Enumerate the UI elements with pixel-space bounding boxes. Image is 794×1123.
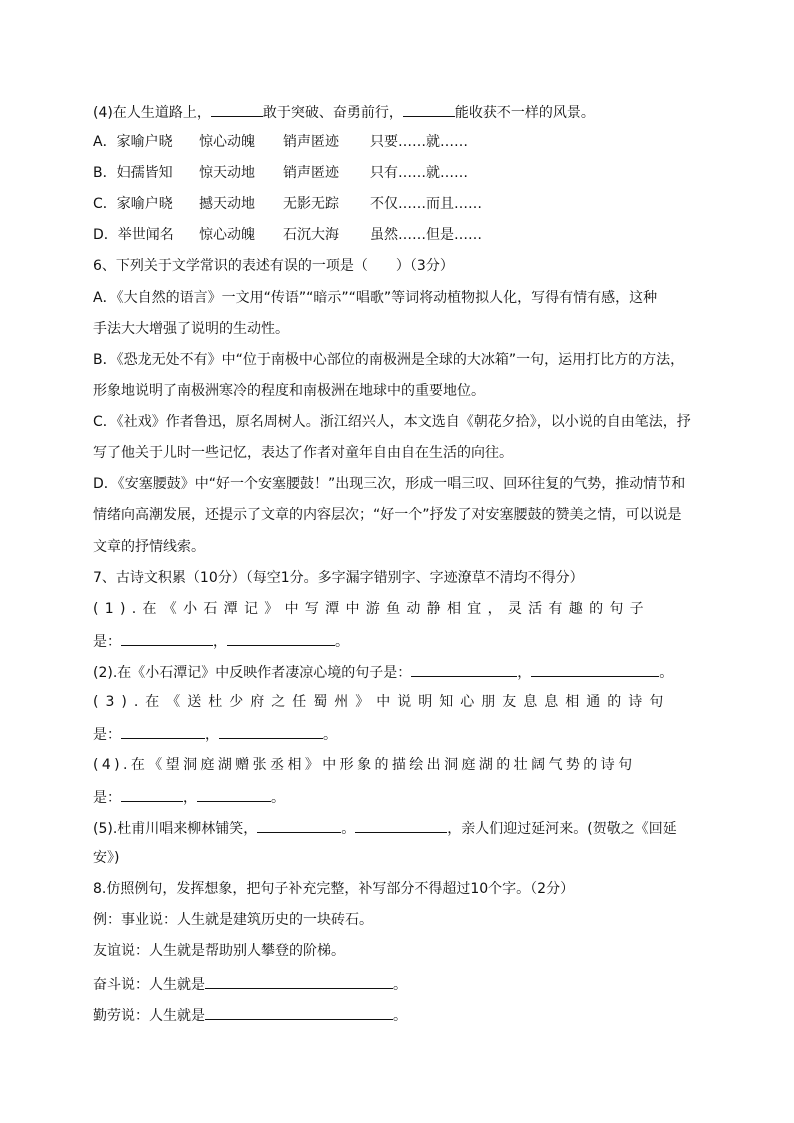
q7-item-5: (5).杜甫川唱来柳林铺笑， 。 ，亲人们迎过延河来。(贺敬之《回延 (93, 817, 677, 839)
answer-blank[interactable] (121, 630, 213, 646)
q7-item-4-answers: 是： ， 。 (93, 786, 285, 808)
q6-option-a-line2: 手法大大增强了说明的生动性。 (93, 321, 289, 337)
q8-friendship: 友谊说：人生就是帮助别人攀登的阶梯。 (93, 943, 345, 959)
q4-option-b: B．妇孺皆知 惊天动地 销声匿迹 只有……就…… (93, 165, 468, 181)
q6-stem: 6、下列关于文学常识的表述有误的一项是（ ）（3分） (93, 258, 454, 274)
q7-item-3: (3).在《送杜少府之任蜀州》中说明知心朋友息息相通的诗句 (93, 694, 671, 710)
q7-item-3-answers: 是： ， 。 (93, 723, 337, 745)
q7-item-1-answers: 是： ， 。 (93, 630, 349, 652)
q7-stem: 7、古诗文积累（10分）（每空1分。多字漏字错别字、字迹潦草不清均不得分） (93, 570, 584, 586)
answer-blank[interactable] (355, 817, 447, 833)
answer-blank[interactable] (121, 723, 205, 739)
q4-stem: (4)在人生道路上， 敢于突破、奋勇前行， 能收获不一样的风景。 (93, 101, 595, 123)
answer-blank[interactable] (403, 101, 455, 117)
answer-blank[interactable] (227, 630, 335, 646)
q7-item-5-cont: 安》) (93, 850, 120, 866)
q6-option-c-line1: C．《社戏》作者鲁迅，原名周树人。浙江绍兴人，本文选自《朝花夕拾》，以小说的自由笔法，抒 (93, 414, 691, 430)
q6-option-a-line1: A．《大自然的语言》一文用“传语”“暗示”“唱歌”等词将动植物拟人化，写得有情有感，这种 (93, 290, 658, 306)
answer-blank[interactable] (211, 101, 263, 117)
q7-item-2: (2).在《小石潭记》中反映作者凄凉心境的句子是： ， 。 (93, 661, 673, 683)
q4-option-c: C．家喻户晓 撼天动地 无影无踪 不仅……而且…… (93, 196, 482, 212)
answer-blank[interactable] (205, 973, 393, 989)
q6-option-d-line3: 文章的抒情线索。 (93, 539, 205, 555)
q7-item-4: (4).在《望洞庭湖赠张丞相》中形象的描绘出洞庭湖的壮阔气势的诗句 (93, 757, 636, 773)
q8-struggle: 奋斗说：人生就是 。 (93, 973, 407, 995)
q6-option-c-line2: 写了他关于儿时一些记忆，表达了作者对童年自由自在生活的向往。 (93, 445, 513, 461)
q7-item-1: (1).在《小石潭记》中写潭中游鱼动静相宜，灵活有趣的句子 (93, 601, 650, 617)
q6-option-d-line2: 情绪向高潮发展，还提示了文章的内容层次；“好一个”抒发了对安塞腰鼓的赞美之情，可以说是 (93, 507, 682, 523)
answer-blank[interactable] (219, 723, 323, 739)
q8-example: 例：事业说：人生就是建筑历史的一块砖石。 (93, 912, 373, 928)
answer-blank[interactable] (257, 817, 341, 833)
q6-option-b-line1: B．《恐龙无处不有》中“位于南极中心部位的南极洲是全球的大冰箱”一句，运用打比方的方法， (93, 352, 685, 368)
q6-option-d-line1: D．《安塞腰鼓》中“好一个安塞腰鼓！”出现三次，形成一唱三叹、回环往复的气势，推动情节和 (93, 476, 686, 492)
answer-blank[interactable] (197, 786, 271, 802)
q4-option-d: D．举世闻名 惊心动魄 石沉大海 虽然……但是…… (93, 227, 482, 243)
q8-stem: 8.仿照例句，发挥想象，把句子补充完整，补写部分不得超过10个字。（2分） (93, 881, 575, 897)
answer-blank[interactable] (411, 661, 517, 677)
q4-option-a: A．家喻户晓 惊心动魄 销声匿迹 只要……就…… (93, 134, 468, 150)
answer-blank[interactable] (121, 786, 183, 802)
q6-option-b-line2: 形象地说明了南极洲寒冷的程度和南极洲在地球中的重要地位。 (93, 383, 485, 399)
q8-labor: 勤劳说：人生就是 。 (93, 1004, 407, 1026)
answer-blank[interactable] (205, 1004, 393, 1020)
answer-blank[interactable] (531, 661, 659, 677)
